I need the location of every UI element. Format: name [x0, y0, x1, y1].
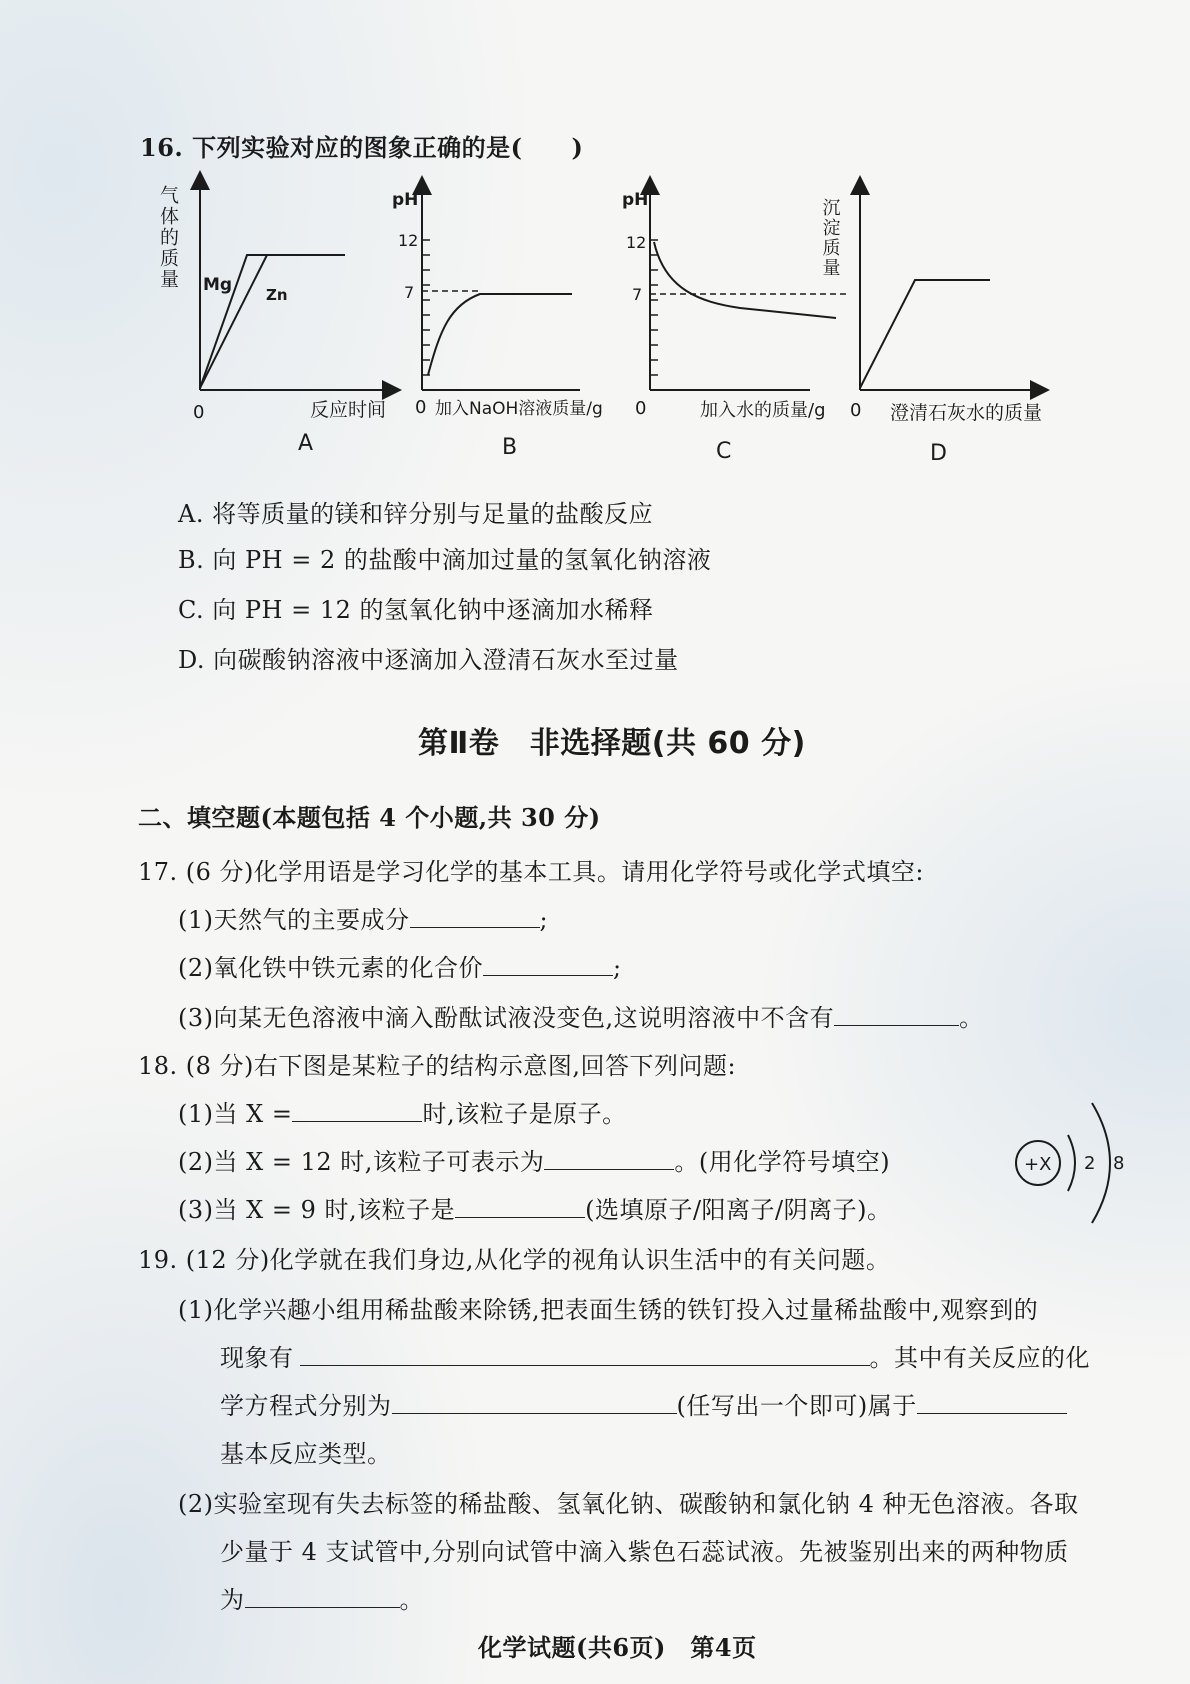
q18-part1-end: 时,该粒子是原子。: [422, 1100, 627, 1128]
q19-part1-line2: [220, 1338, 1090, 1373]
chart-a-xlabel: 反应时间: [310, 399, 387, 421]
chart-d-caption: D: [930, 441, 947, 466]
q19-stem: 19. (12 分)化学就在我们身边,从化学的视角认识生活中的有关问题。: [138, 1246, 891, 1274]
q18-part2: [178, 1142, 890, 1177]
atom-nucleus-label: +X: [1024, 1154, 1052, 1175]
q17-part1-text: (1)天然气的主要成分: [178, 906, 410, 934]
chart-c-ticks: [650, 240, 658, 375]
chart-c-xlabel: 加入水的质量/g: [700, 400, 826, 421]
section-fill-blank: 二、填空题(本题包括 4 个小题,共 30 分): [138, 803, 601, 832]
chart-c-origin: 0: [635, 398, 647, 419]
q18-answer-blank-2[interactable]: [544, 1147, 674, 1170]
chart-b-origin: 0: [415, 397, 427, 418]
chart-b-curve: [428, 294, 572, 375]
q19-part2-line2: 少量于 4 支试管中,分别向试管中滴入紫色石蕊试液。先被鉴别出来的两种物质: [220, 1538, 1069, 1566]
q19-part1-line3-text: 学方程式分别为: [220, 1392, 392, 1420]
q19-answer-blank-equation[interactable]: [392, 1391, 677, 1414]
q18-part1-text: (1)当 X =: [178, 1100, 293, 1128]
chart-b-ylabel: pH: [392, 190, 419, 210]
q17-part2: [178, 948, 622, 983]
chart-a-ylabel: 气体的质量: [157, 185, 179, 290]
q18-part2-text: (2)当 X = 12 时,该粒子可表示为: [178, 1148, 545, 1176]
q19-answer-blank-phenomenon[interactable]: [300, 1343, 870, 1366]
q17-part3-text: (3)向某无色溶液中滴入酚酞试液没变色,这说明溶液中不含有: [178, 1004, 835, 1032]
q18-part2-end: 。(用化学符号填空): [674, 1148, 891, 1176]
chart-a-origin: 0: [193, 402, 205, 423]
q16-charts-svg: [157, 180, 1120, 480]
chart-c-tick-7: 7: [632, 285, 643, 304]
q19-answer-blank-reaction-type[interactable]: [917, 1391, 1067, 1414]
chart-b-caption: B: [502, 435, 518, 460]
q18-stem: 18. (8 分)右下图是某粒子的结构示意图,回答下列问题:: [138, 1052, 737, 1080]
q19-part2-line3: [220, 1580, 424, 1615]
page-footer: 化学试题(共6页) 第4页: [478, 1633, 757, 1662]
q17-answer-blank-3[interactable]: [834, 1003, 959, 1026]
q18-part3-end: (选填原子/阳离子/阴离子)。: [585, 1196, 892, 1224]
chart-b-xlabel: 加入NaOH溶液质量/g: [435, 399, 603, 419]
chart-a-mg-label: Mg: [203, 275, 233, 295]
q17-part2-end: ;: [613, 954, 622, 982]
chart-d-line: [860, 280, 990, 388]
q19-answer-blank-substances[interactable]: [245, 1585, 400, 1608]
chart-c-tick-12: 12: [626, 233, 647, 252]
q19-part1-line4: 基本反应类型。: [220, 1440, 392, 1468]
chart-d-ylabel: 沉淀质量: [819, 198, 841, 278]
part2-title: 第Ⅱ卷 非选择题(共 60 分): [418, 726, 806, 761]
atom-shell-1-count: 2: [1084, 1153, 1096, 1174]
q17-part3: [178, 998, 984, 1033]
q19-part1-line1: (1)化学兴趣小组用稀盐酸来除锈,把表面生锈的铁钉投入过量稀盐酸中,观察到的: [178, 1296, 1039, 1324]
q17-answer-blank-2[interactable]: [483, 953, 613, 976]
q18-part1: [178, 1094, 627, 1129]
chart-a-zn-label: Zn: [266, 286, 288, 304]
chart-b-tick-12: 12: [398, 231, 419, 250]
chart-d: [820, 185, 1043, 466]
atom-structure-diagram: [1010, 1095, 1150, 1245]
q19-part1-line3: [220, 1386, 1067, 1421]
q16-option-d: D. 向碳酸钠溶液中逐滴加入澄清石灰水至过量: [178, 646, 679, 674]
chart-d-origin: 0: [850, 400, 862, 421]
atom-shell-2-count: 8: [1113, 1153, 1125, 1174]
q17-part2-text: (2)氧化铁中铁元素的化合价: [178, 954, 483, 982]
q17-part3-end: 。: [959, 1004, 984, 1032]
chart-b-ticks: [422, 240, 430, 375]
q16-stem: 16. 下列实验对应的图象正确的是( ): [140, 133, 584, 162]
chart-a-caption: A: [298, 431, 314, 456]
q18-part3-text: (3)当 X = 9 时,该粒子是: [178, 1196, 456, 1224]
chart-b: [392, 185, 603, 460]
q16-option-b: B. 向 PH = 2 的盐酸中滴加过量的氢氧化钠溶液: [178, 546, 712, 574]
q17-answer-blank-1[interactable]: [410, 905, 540, 928]
q19-part1-line2-end: 。其中有关反应的化: [869, 1344, 1090, 1372]
q19-part1-line3-mid: (任写出一个即可)属于: [676, 1392, 917, 1420]
q18-part3: [178, 1190, 892, 1225]
q17-part1: [178, 900, 548, 935]
q16-option-c: C. 向 PH = 12 的氢氧化钠中逐滴加水稀释: [178, 596, 654, 624]
chart-c: [622, 185, 850, 464]
q16-charts: [157, 180, 1120, 480]
q19-part2-line3-text: 为: [220, 1586, 245, 1614]
atom-shell-arc-1: [1068, 1135, 1075, 1191]
chart-c-caption: C: [716, 439, 732, 464]
chart-c-ylabel: pH: [622, 190, 649, 210]
q19-part2-line3-end: 。: [399, 1586, 424, 1614]
q18-answer-blank-3[interactable]: [455, 1195, 585, 1218]
q16-option-a: A. 将等质量的镁和锌分别与足量的盐酸反应: [178, 500, 654, 528]
q19-part1-line2-text: 现象有: [220, 1344, 294, 1372]
q17-stem: 17. (6 分)化学用语是学习化学的基本工具。请用化学符号或化学式填空:: [138, 858, 925, 886]
chart-a: [157, 180, 392, 456]
chart-c-curve: [654, 242, 836, 318]
q19-part2-line1: (2)实验室现有失去标签的稀盐酸、氢氧化钠、碳酸钠和氯化钠 4 种无色溶液。各取: [178, 1490, 1079, 1518]
chart-b-tick-7: 7: [404, 283, 415, 302]
q17-part1-end: ;: [539, 906, 549, 934]
q18-answer-blank-1[interactable]: [292, 1099, 422, 1122]
chart-d-xlabel: 澄清石灰水的质量: [890, 402, 1043, 424]
